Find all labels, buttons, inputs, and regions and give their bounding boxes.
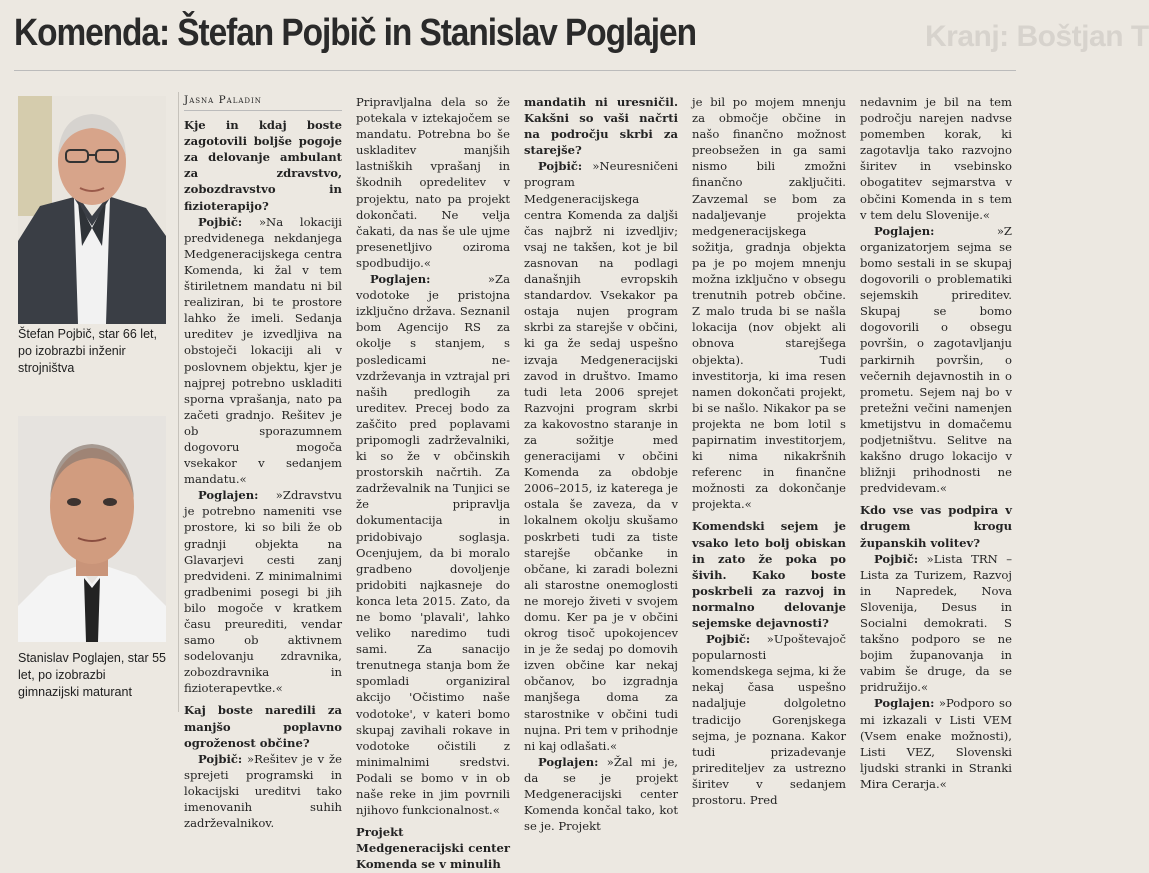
question: mandatih ni uresničil. Kakšni so vaši načrti na področju skrbi za starejše? [524, 95, 678, 158]
answer-paragraph [692, 631, 846, 808]
answer-paragraph [860, 695, 1012, 792]
answer-paragraph [524, 158, 678, 753]
question: Projekt Medgeneracijski center Komenda se v minulih [356, 825, 510, 872]
answer-paragraph [184, 751, 342, 831]
portrait-illustration [18, 96, 166, 324]
portrait-illustration [18, 416, 166, 642]
answer-paragraph [860, 223, 1012, 497]
photo-caption-poglajen: Stanislav Poglajen, star 55 let, po izobrazbi gimnazijski maturant [18, 651, 167, 699]
column-divider [178, 92, 179, 712]
question: Kje in kdaj boste zagotovili boljše pogoje za delovanje ambulant za zdravstvo, zobozdravstvo in fizioterapijo? [184, 118, 342, 213]
byline: Jasna Paladin [184, 92, 342, 111]
answer-text: »Zdravstvu je potrebno nameniti vse prostore, ki so bili že ob gradnji objekta na Glavarjevi cesti zanj predvideni. Z minimalnimi gradbenimi posegi bi jih bilo mogoče v kratkem času preurediti, vendar samo ob aktivnem sodelovanju zdravnika, zobozdravnika in fizioterapevtke.« [184, 488, 342, 696]
speaker-label: Poglajen: [370, 272, 431, 287]
answer-paragraph [184, 487, 342, 696]
text-column-3 [524, 94, 678, 834]
article-headline: Komenda: Štefan Pojbič in Stanislav Poglajen [14, 12, 696, 54]
speaker-label: Poglajen: [538, 754, 599, 769]
text-column-4 [692, 94, 846, 808]
answer-text: »Lista TRN – Lista za Turizem, Razvoj in Napredek, Nova Slovenija, Desus in Socialni demokrati. S takšno podporo se ne bojim županovanja in vabim še druge, da se pridružijo.« [860, 551, 1012, 695]
answer-text: »Na lokaciji predvidenega nekdanjega Medgeneracijskega centra Komenda, ki žal v tem štiriletnem mandatu ni bil realiziran, bi te prostore lahko že imeli. Sedanja ureditev je izvedljiva na obstoječi lokaciji ali v poslovnem objektu, kjer je najprej potrebno uskladiti sporna vprašanja, nato pa začeti gradnjo. Rešitev je ob sporazumnem dogovoru mogoča vsekakor v sedanjem mandatu.« [184, 214, 342, 487]
answer-text: nedavnim je bil na tem področju narejen nadvse pomemben korak, ki zagotavlja tako razvojno širitev in vsebinsko obogatitev sejmarstva v občini Komenda in s tem v tem delu Slovenije.« [860, 95, 1012, 222]
adjacent-article-headline: Kranj: Boštjan T [925, 20, 1149, 53]
portrait-photo-poglajen [18, 416, 166, 642]
answer-paragraph [184, 214, 342, 488]
text-column-5 [860, 94, 1012, 791]
answer-text: »Podporo so mi izkazali v Listi VEM (Vsem enake možnosti), Listi VEZ, Slovenski ljudski stranki in Stranki Mira Cerarja.« [860, 696, 1012, 791]
portrait-photo-pojbic [18, 96, 166, 324]
question: Komendski sejem je vsako leto bolj obiskan in zato že poka po šivih. Kako boste poskrbeli za razvoj in normalno delovanje sejemske dejavnosti? [692, 519, 846, 630]
answer-paragraph [356, 271, 510, 818]
headline-rule [14, 70, 1016, 71]
photo-caption-pojbic: Štefan Pojbič, star 66 let, po izobrazbi inženir strojništva [18, 327, 157, 375]
answer-paragraph [524, 754, 678, 834]
question: Kdo vse vas podpira v drugem krogu županskih volitev? [860, 503, 1012, 550]
answer-text: je bil po mojem mnenju za območje občine in našo finančno možnost preobsežen in ga sami nismo bili zmožni finančno zaključiti. Zavzemal se bom za nadaljevanje projekta medgeneracijskega sožitja, gradnja objekta pa je po mojem mnenju možna izključno v obsegu trenutnih potreb občine. Z malo truda bi se našla lokacija (nov objekt ali obnova starejšega objekta). Tudi investitorja, ki ima resen namen dokončati projekt, bi se našlo. Nikakor pa se projekta ne bom lotil s papirnatim investitorjem, ki nima nikakršnih referenc in finančne možnosti za dokončanje projekta.« [692, 95, 846, 512]
text-column-2 [356, 94, 510, 872]
answer-text: »Žal mi je, da se je projekt Medgeneracijski center Komenda končal tako, kot se je. Projekt [524, 754, 678, 834]
answer-text: »Rešitev je v že sprejeti programski in lokacijski ureditvi tako imenovanih suhih zadrževalnikov. [184, 751, 342, 831]
answer-text: »Neuresničeni program Medgeneracijskega centra Komenda za dalјši čas najbrž ni izvedljiv; vsaj ne takšen, kot je bil zasnovan na podlagi današnjih evropskih standardov. Vsekakor pa ostaja nujen program skrbi za starejše v občini, ki ga že sedaj uspešno izvaja Medgeneracijski zavod in društvo. Imamo tudi leta 2006 sprejet Razvojni program skrbi za kakovostno staranje in za sožitje med generacijami v občini Komenda za obdobje 2006–2015, iz katerega je ostala še zaveza, da v lokalnem okolju skušamo poskrbeti tudi za tiste starejše občanke in občane, ki zaradi bolezni ali starostne onemoglosti ne morejo živeti v svojem domu. Ker pa je v občini okrog tisoč upokojencev in je že sedaj po domovih izven občine kar nekaj občanov, bo izgradnja manjšega doma za starostnike v občini tudi nujna. Pri tem v prihodnje ni kaj odlašati.« [524, 159, 678, 753]
answer-text: »Z organizatorjem sejma se bomo sestali in se skupaj dogovorili o problematiki sejemskih prireditev. Skupaj se bomo dogovorili o obsegu površin, o zagotavljanju parkirnih površin, o večernih dejavnostih in o prometu. Sejem naj bo v pretežni večini namenjen kmetijstvu in domačemu podjetništvu. Selitve na kakšno drugo lokacijo v bližnji prihodnosti ne predvidevam.« [860, 223, 1012, 496]
answer-text: Pripravljalna dela so že potekala v iztekajočem se mandatu. Potrebna bo še uskladitev manjših lastniških vprašanj in škodnih opredelitev v projektu, nato pa projekt dokončati. Ne velja čakati, da nas še ule ujme presenetljivo oziroma spodbudijo.« [356, 95, 510, 270]
speaker-label: Poglajen: [874, 223, 935, 238]
speaker-label: Pojbič: [874, 551, 919, 566]
speaker-label: Pojbič: [538, 159, 583, 174]
speaker-label: Poglajen: [198, 488, 259, 503]
speaker-label: Pojbič: [198, 751, 243, 766]
speaker-label: Poglajen: [874, 696, 935, 711]
question: Kaj boste naredili za manjšo poplavno ogroženost občine? [184, 703, 342, 750]
answer-paragraph [860, 551, 1012, 696]
speaker-label: Pojbič: [198, 214, 243, 229]
speaker-label: Pojbič: [706, 632, 751, 647]
text-column-1 [184, 92, 342, 831]
answer-text: »Za vodotoke je pristojna izključno država. Seznanil bom Agencijo RS za okolje s stanjem, s posledicami ne-vzdrževanja in vztrajal pri naših predlogih za ureditev. Precej bodo za zaščito pred poplavami pripomogli zadrževalniki, ki so že v občinskih prostorskih načrtih. Za zadrževalnik na Tunjici se že pripravlja dokumentacija in pridobivajo soglasja. Ocenjujem, da bi moralo gradbeno dovoljenje pridobiti najkasneje do konca leta 2015. Zato, da ne bomo 'plavali', lahko veliko naredimo tudi sami. Za sanacijo trenutnega stanja bom že spomladi organiziral akcijo 'Očistimo naše vodotoke', v kateri bomo skupaj zavihali rokave in vodotoke očistili z minimalnimi sredstvi. Podali se bomo v in ob naše reke in jim povrnili njihovo funkcionalnost.« [356, 272, 510, 818]
answer-text: »Upoštevajoč popularnosti komendskega sejma, ki že nekaj časa uspešno nadaljuje dolgoletno tradicijo Gorenjskega sejma, je poznana. Kakor tudi prizadevanje prireditelјev za ustrezno širitev v sedanjem prostoru. Pred [692, 632, 846, 808]
